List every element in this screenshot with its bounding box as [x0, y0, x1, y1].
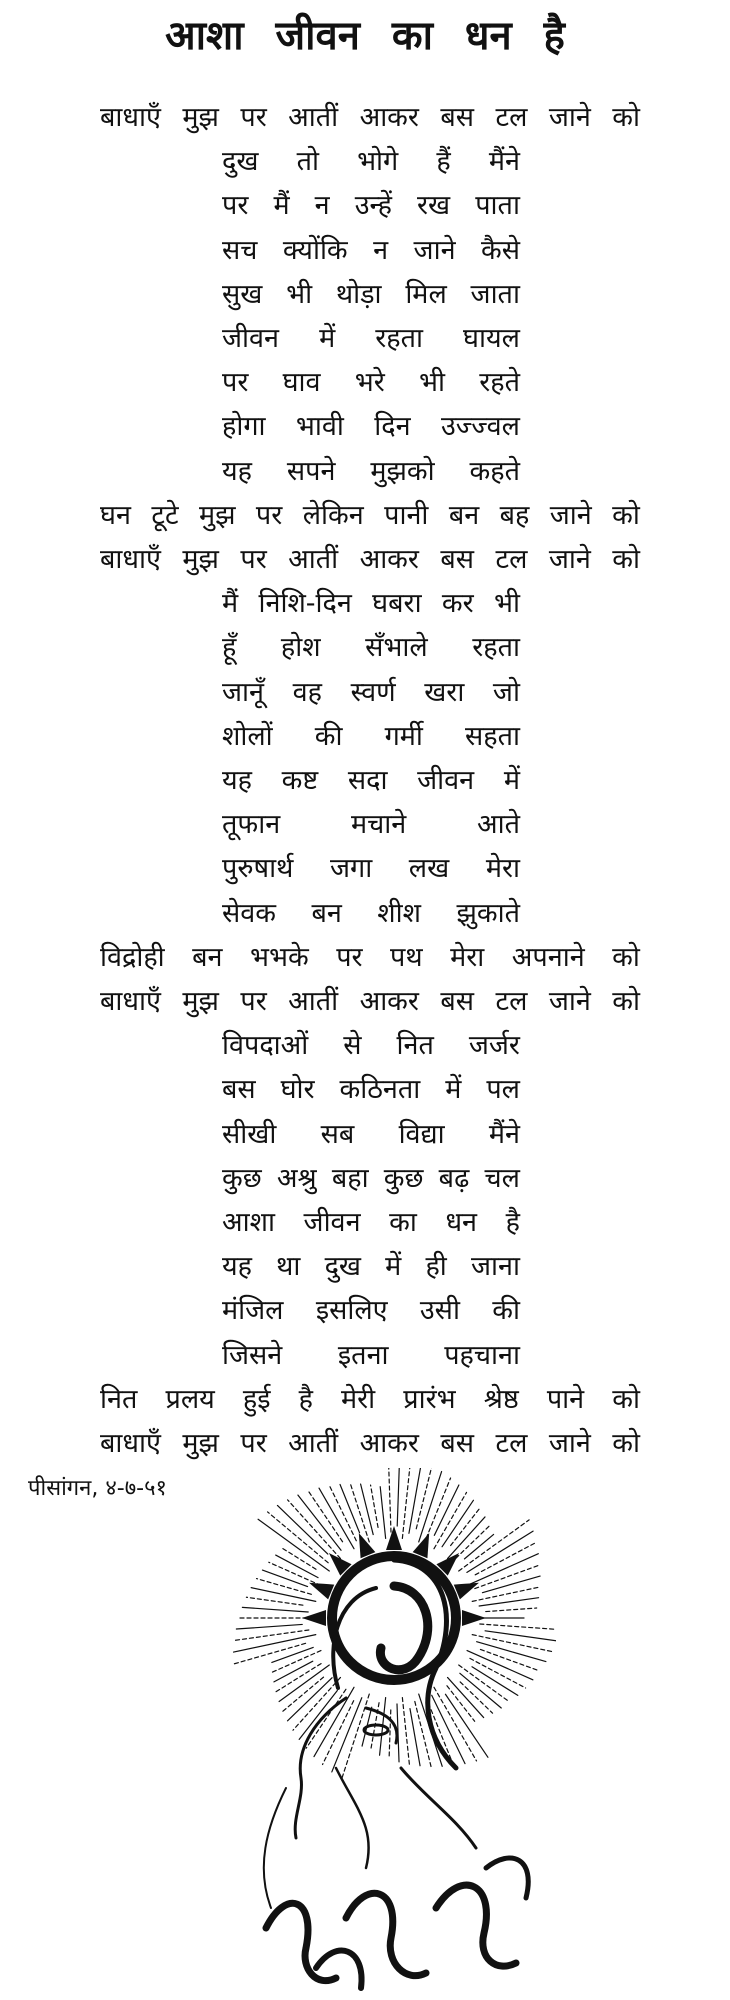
poem-word: इसलिए [315, 1295, 388, 1327]
poem-word: को [612, 544, 640, 575]
poem-word: बढ़ [438, 1162, 470, 1194]
poem-word: भरे [354, 367, 385, 399]
poem-word: तूफान [222, 809, 281, 841]
poem-word: पर [240, 1428, 267, 1459]
poem-word: पाने [546, 1383, 585, 1415]
poem-word: पर [240, 986, 267, 1017]
poem-verse-line [222, 759, 520, 803]
poem-word: तो [296, 146, 319, 178]
poem-word: झुकाते [456, 897, 520, 929]
poem-word: कहते [469, 455, 520, 487]
poem-word: टल [495, 102, 528, 133]
ganesha-sun-illustration-icon [226, 1468, 556, 1998]
poem-word: मैंने [488, 146, 520, 178]
poem-word: आकर [359, 986, 419, 1017]
poem-word: दुख [222, 146, 259, 178]
poem-word: बाधाएँ [100, 1428, 161, 1459]
poem-verse-line [222, 582, 520, 626]
poem-word: घन [100, 499, 131, 531]
poem-word: मुझ [182, 986, 219, 1017]
poem-word: मंजिल [222, 1295, 284, 1327]
poem-word: इतना [337, 1339, 389, 1371]
poem-word: जिसने [222, 1339, 283, 1371]
poem-word: बन [311, 897, 342, 929]
poem-word: जीवन [222, 323, 280, 354]
poem-word: जाता [470, 278, 520, 310]
poem-word: लेकिन [302, 499, 364, 531]
poem-word: न [314, 190, 330, 222]
poem-verse-line [222, 892, 520, 936]
poem-word: रहता [375, 323, 424, 354]
poem-word: सेवक [222, 897, 276, 929]
poem-refrain-line [100, 936, 640, 980]
poem-word: भावी [295, 411, 344, 443]
poem-word: मैंने [488, 1118, 520, 1150]
poem-word: लख [408, 853, 450, 885]
poem-word: टल [495, 544, 528, 575]
poem-word: मचाने [350, 809, 407, 841]
poem-verse-line [222, 1113, 520, 1157]
poem-word: घायल [463, 323, 520, 354]
poem-word: पर [240, 544, 267, 575]
poem-word: सच [222, 234, 258, 266]
poem-word: को [612, 1428, 640, 1459]
poem-verse-line [222, 361, 520, 405]
poem-word: जाने [413, 234, 456, 266]
poem-verse-line [222, 1334, 520, 1378]
poem-word: निशि-दिन [258, 588, 352, 620]
poem-verse-line [222, 671, 520, 715]
poem-word: सहता [465, 720, 520, 752]
poem-word: जाने [548, 1428, 591, 1459]
poem-word: को [612, 499, 640, 531]
poem-title: आशा जीवन का धन है [165, 13, 565, 59]
poem-word: बाधाएँ [100, 986, 161, 1017]
poem-word: जाने [548, 544, 591, 575]
place-date: पीसांगन, ४-७-५१ [28, 1476, 167, 1501]
poem-word: पर [240, 102, 267, 133]
poem-word: प्रारंभ [403, 1383, 456, 1415]
poem-word: बह [499, 499, 530, 531]
poem-word: स्वर्ण [350, 676, 396, 708]
poem-word: सीखी [222, 1118, 277, 1150]
poem-word: विद्या [398, 1118, 445, 1150]
poem-word: वह [292, 676, 322, 708]
poem-word: ही [425, 1251, 447, 1283]
poem-word: मिल [405, 278, 447, 310]
poem-word: को [612, 941, 640, 973]
poem-word: सपने [286, 455, 336, 487]
poem-word: अश्रु [276, 1162, 317, 1194]
poem-refrain-line [100, 1378, 640, 1422]
poem-word: सब [320, 1118, 355, 1150]
poem-word: पर [336, 941, 363, 973]
poem-word: रहता [472, 632, 520, 664]
poem-word: बाधाएँ [100, 102, 161, 133]
poem-word: पर [222, 190, 249, 222]
poem-verse-line [222, 715, 520, 759]
poem-word: को [612, 102, 640, 133]
poem-word: जाने [549, 499, 592, 531]
poem-word: बन [192, 941, 223, 973]
poem-word: घबरा [372, 588, 422, 620]
poem-word: पहचाना [444, 1339, 520, 1371]
poem-word: बहा [331, 1162, 369, 1194]
poem-word: मुझ [182, 544, 219, 575]
poem-word: टल [495, 986, 528, 1017]
poem-word: कुछ [383, 1162, 424, 1194]
poem-word: सुख [222, 278, 263, 310]
poem-word: आतीं [288, 102, 339, 133]
poem-word: का [389, 1207, 417, 1238]
poem-word: जानूँ [222, 676, 265, 708]
poem-word: आशा [222, 1207, 275, 1238]
poem-word: को [612, 986, 640, 1017]
poem-word: में [445, 1074, 462, 1106]
poem-word: खरा [424, 676, 465, 708]
poem-word: दिन [374, 411, 411, 443]
poem-word: में [319, 323, 336, 354]
poem-word: यह [222, 765, 252, 796]
poem-word: की [314, 720, 343, 752]
poem-word: घाव [282, 367, 321, 399]
poem-word: श्रेष्ठ [483, 1383, 519, 1415]
poem-word: से [343, 1030, 362, 1062]
poem-refrain-line [100, 96, 640, 140]
poem-word: यह [222, 455, 252, 487]
poem-word: विपदाओं [222, 1030, 309, 1062]
poem-word: आकर [359, 102, 419, 133]
poem-word: जीवन [303, 1207, 361, 1238]
poem-word: मुझको [370, 455, 435, 487]
poem-verse-line [222, 1289, 520, 1333]
poem-word: आतीं [288, 544, 339, 575]
poem-word: बस [440, 544, 475, 575]
poem-word: जो [492, 676, 520, 708]
poem-verse-line [222, 405, 520, 449]
poem-word: बन [448, 499, 480, 531]
poem-word: कठिनता [339, 1074, 421, 1106]
poem-word: विद्रोही [100, 941, 165, 973]
poem-verse-line [222, 847, 520, 891]
poem-word: प्रलय [165, 1383, 215, 1415]
poem-word: था [276, 1251, 301, 1283]
poem-word: भी [419, 367, 445, 399]
poem-word: पुरुषार्थ [222, 853, 294, 885]
poem-word: भी [494, 588, 520, 620]
poem-word: में [503, 765, 520, 796]
poem-word: गर्मी [384, 720, 423, 752]
poem-word: शीश [377, 897, 421, 929]
poem-verse-line [222, 1068, 520, 1112]
poem-word: मेरा [450, 941, 485, 973]
poem-word: सदा [347, 765, 388, 796]
poem-verse-line [222, 273, 520, 317]
poem-word: में [385, 1251, 402, 1283]
poem-word: आकर [359, 544, 419, 575]
poem-word: जाना [470, 1251, 520, 1283]
poem-word: जर्जर [468, 1030, 520, 1062]
poem-word: आकर [359, 1428, 419, 1459]
poem-word: पानी [384, 499, 429, 531]
poem-word: बस [222, 1074, 256, 1106]
poem-refrain-line [100, 538, 640, 582]
poem-word: बस [440, 102, 475, 133]
poem-verse-line [222, 1157, 520, 1201]
poem-word: पल [486, 1074, 520, 1106]
poem-word: मेरी [340, 1383, 376, 1415]
poem-word: आतीं [288, 1428, 339, 1459]
poem-word: है [298, 1383, 313, 1415]
poem-word: उन्हें [354, 190, 392, 222]
poem-word: मेरा [485, 853, 520, 885]
poem-word: भभके [250, 941, 309, 973]
poem-word: बस [440, 986, 475, 1017]
poem-verse-line [222, 184, 520, 228]
poem-word: बस [440, 1428, 475, 1459]
poem-refrain-line [100, 1422, 640, 1466]
poem-word: टूटे [151, 499, 179, 531]
poem-verse-line [222, 317, 520, 361]
poem-word: मैं [273, 190, 290, 222]
poem-word: भोगे [357, 146, 399, 178]
poem-word: अपनाने [511, 941, 585, 973]
poem-word: बाधाएँ [100, 544, 161, 575]
poem-word: जाने [548, 986, 591, 1017]
poem-word: पाता [475, 190, 520, 222]
poem-word: की [492, 1295, 520, 1327]
poem-word: हुई [242, 1383, 271, 1415]
poem-word: उसी [419, 1295, 460, 1327]
poem-word: न [373, 234, 389, 266]
poem-refrain-line [100, 494, 640, 538]
poem-word: नित [100, 1383, 138, 1415]
poem-word: चल [484, 1162, 520, 1194]
poem-word: पर [222, 367, 249, 399]
poem-verse-line [222, 1245, 520, 1289]
poem-word: जाने [548, 102, 591, 133]
poem-word: हैं [436, 146, 451, 178]
poem-word: मुझ [182, 102, 219, 133]
poem-word: जीवन [417, 765, 475, 796]
poem-word: को [612, 1383, 640, 1415]
poem-word: है [505, 1207, 520, 1238]
poem-word: उज्ज्वल [440, 411, 520, 443]
poem-word: दुख [324, 1251, 361, 1283]
poem-word: घोर [280, 1074, 315, 1106]
poem-verse-line [222, 1201, 520, 1245]
poem-word: कैसे [481, 234, 520, 266]
poem-refrain-line [100, 980, 640, 1024]
poem-word: होश [280, 632, 321, 664]
poem-verse-line [222, 803, 520, 847]
poem-word: जगा [329, 853, 373, 885]
poem-word: होगा [222, 411, 266, 443]
poem-word: यह [222, 1251, 252, 1283]
poem-word: धन [445, 1207, 478, 1238]
poem-word: कष्ट [281, 765, 319, 796]
poem-word: टल [495, 1428, 528, 1459]
poem-word: पथ [390, 941, 423, 973]
poem-word: हूँ [222, 632, 237, 664]
poem-word: भी [286, 278, 313, 310]
poem-word: थोड़ा [335, 278, 382, 310]
poem-word: मैं [222, 588, 239, 620]
poem-word: शोलों [222, 720, 273, 752]
poem-word: रहते [479, 367, 520, 399]
poem-word: मुझ [182, 1428, 219, 1459]
poem-word: मुझ [198, 499, 236, 531]
poem-word: आते [477, 809, 520, 841]
poem-word: सँभाले [365, 632, 428, 664]
poem-word: कुछ [222, 1162, 262, 1194]
poem-verse-line [222, 1024, 520, 1068]
poem-word: आतीं [288, 986, 339, 1017]
poem-verse-line [222, 626, 520, 670]
poem-verse-line [222, 229, 520, 273]
poem-verse-line [222, 450, 520, 494]
poem-word: कर [441, 588, 474, 620]
poem-word: रख [417, 190, 451, 222]
poem-word: पर [255, 499, 283, 531]
poem-word: नित [396, 1030, 434, 1062]
poem-verse-line [222, 140, 520, 184]
poem-word: क्योंकि [282, 234, 348, 266]
